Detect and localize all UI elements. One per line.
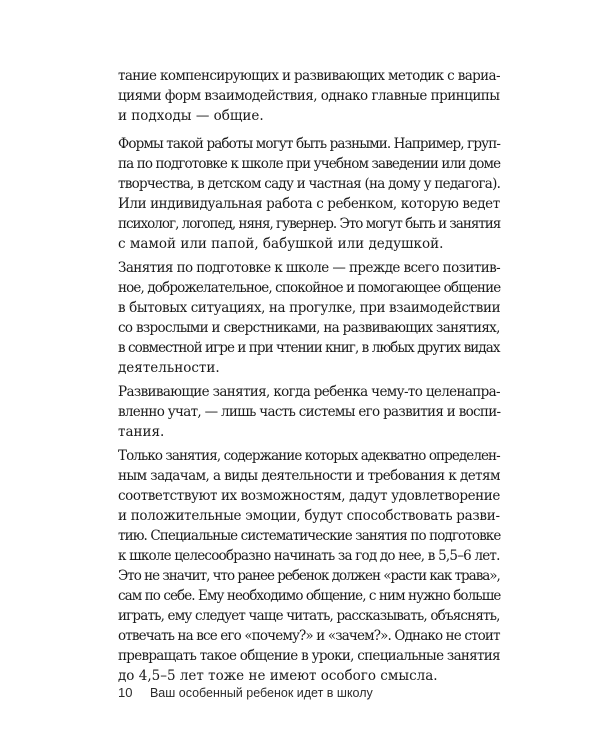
text-line: деятельности. <box>118 360 220 376</box>
text-line: с мамой или папой, бабушкой или дедушкой. <box>118 236 444 252</box>
text-line: тию. Специальные систематические занятия по подготовке <box>118 528 501 544</box>
text-line: к школе целесообразно начинать за год до нее, в 5,5–6 лет. <box>118 548 500 564</box>
text-line: превращать такое общение в уроки, специальные занятия <box>118 648 500 664</box>
text-line: вленно учат, — лишь часть системы его развития и воспи- <box>118 404 501 420</box>
text-line: ным задачам, а виды деятельности и требования к детям <box>118 468 500 484</box>
paragraph-1 <box>118 66 500 126</box>
paragraph-3 <box>118 258 500 378</box>
text-line: Только занятия, содержание которых адекватно определен- <box>118 448 500 464</box>
text-line: творчества, в детском саду и частная (на дому у педагога). <box>118 176 501 192</box>
page-number: 10 <box>118 685 133 700</box>
paragraph-2 <box>118 134 500 254</box>
text-line: Формы такой работы могут быть разными. Например, груп- <box>118 136 501 152</box>
text-line: Занятия по подготовке к школе — прежде всего позитив- <box>118 260 501 276</box>
text-line: до 4,5–5 лет тоже не имеют особого смысла. <box>118 668 438 684</box>
running-title: Ваш особенный ребенок идет в школу <box>149 686 373 700</box>
text-line: ное, доброжелательное, спокойное и помогающее общение <box>118 280 501 296</box>
text-line: тание компенсирующих и развивающих методик с вариа- <box>118 68 500 84</box>
text-line: сам по себе. Ему необходимо общение, с ним нужно больше <box>118 588 501 604</box>
text-line: в совместной игре и при чтении книг, в любых других видах <box>118 340 500 356</box>
text-line: Развивающие занятия, когда ребенка чему-то целенапра- <box>118 384 500 400</box>
text-line: соответствуют их возможностям, дадут удовлетворение <box>118 488 500 504</box>
text-line: Или индивидуальная работа с ребенком, которую ведет <box>118 196 500 212</box>
text-line: отвечать на все его «почему?» и «зачем?». Однако не стоит <box>118 628 500 644</box>
text-line: и положительные эмоции, будут способствовать разви- <box>118 508 500 524</box>
text-line: тания. <box>118 424 165 440</box>
text-line: в бытовых ситуациях, на прогулке, при взаимодействии <box>118 300 501 316</box>
text-line: играть, ему следует чаще читать, рассказывать, объяснять, <box>118 608 500 624</box>
text-line: психолог, логопед, няня, гувернер. Это могут быть и занятия <box>118 216 501 232</box>
text-line: со взрослыми и сверстниками, на развивающих занятиях, <box>118 320 500 336</box>
paragraph-5 <box>118 446 500 686</box>
text-line: и подходы — общие. <box>118 108 264 124</box>
text-line: па по подготовке к школе при учебном заведении или доме <box>118 156 501 172</box>
text-line: Это не значит, что ранее ребенок должен «расти как трава», <box>118 568 500 584</box>
text-line: циями форм взаимодействия, однако главные принципы <box>118 88 500 104</box>
page-footer <box>118 685 373 700</box>
paragraph-4 <box>118 382 500 442</box>
